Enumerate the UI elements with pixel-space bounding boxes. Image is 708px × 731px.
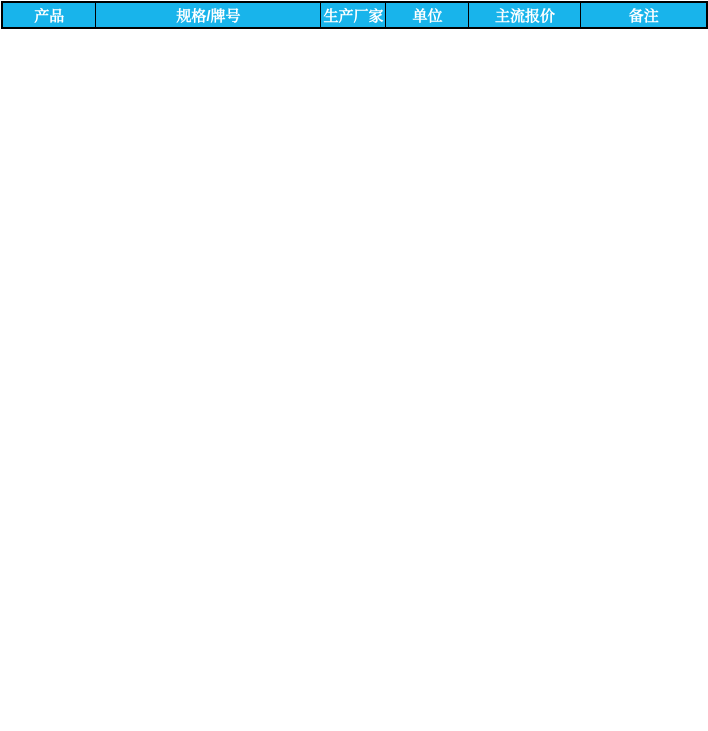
- header-maker[interactable]: 生产厂家: [321, 2, 386, 28]
- header-note[interactable]: 备注: [581, 2, 707, 28]
- price-table: [1, 1, 708, 29]
- table-header: [2, 2, 707, 28]
- header-price[interactable]: 主流报价: [469, 2, 581, 28]
- header-spec[interactable]: 规格/牌号: [96, 2, 321, 28]
- header-row: [2, 2, 707, 28]
- spreadsheet-area: [0, 0, 708, 29]
- header-product[interactable]: 产品: [2, 2, 96, 28]
- header-unit[interactable]: 单位: [386, 2, 469, 28]
